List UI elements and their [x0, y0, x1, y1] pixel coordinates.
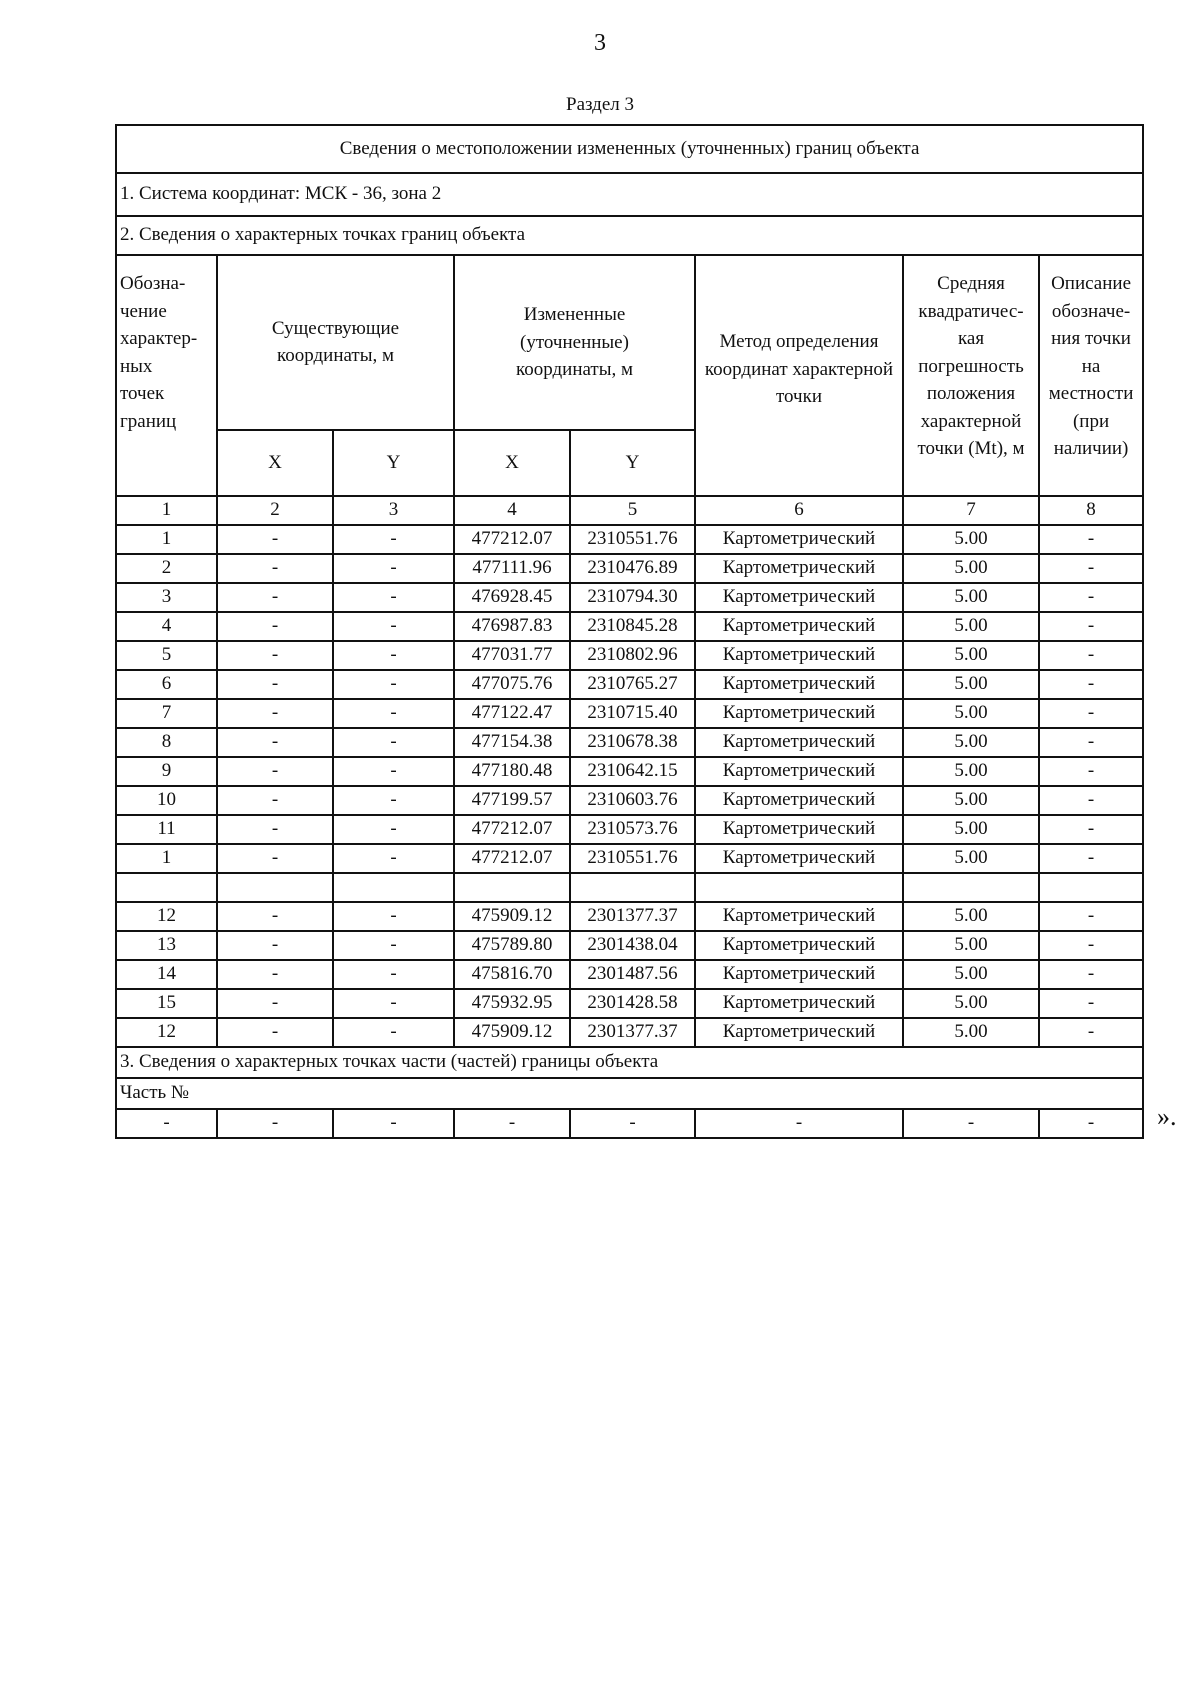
table-cell: Картометрический	[695, 699, 903, 728]
table-cell: 477212.07	[454, 815, 570, 844]
table-cell: 5	[116, 641, 217, 670]
table-cell: 477212.07	[454, 844, 570, 873]
table-row	[116, 1018, 1143, 1047]
table-cell: 5.00	[903, 960, 1039, 989]
table-cell: 5.00	[903, 699, 1039, 728]
table-row	[116, 612, 1143, 641]
table-cell: 476987.83	[454, 612, 570, 641]
table-cell: 14	[116, 960, 217, 989]
header-changed-y: Y	[570, 430, 695, 496]
table-cell: 2301377.37	[570, 902, 695, 931]
table-cell: Картометрический	[695, 1018, 903, 1047]
table-cell: -	[333, 931, 454, 960]
table-cell: Картометрический	[695, 815, 903, 844]
table-cell: -	[217, 815, 333, 844]
table-cell: 2310715.40	[570, 699, 695, 728]
table-cell: 5.00	[903, 641, 1039, 670]
table-cell: -	[217, 612, 333, 641]
table-cell	[454, 873, 570, 902]
table-cell: Картометрический	[695, 641, 903, 670]
header-method: Метод определения координат характерной точки	[695, 255, 903, 496]
table-cell: 475909.12	[454, 1018, 570, 1047]
table-cell: 2301487.56	[570, 960, 695, 989]
table-cell: -	[217, 844, 333, 873]
column-number: 3	[333, 496, 454, 525]
table-cell: -	[1039, 670, 1143, 699]
table-cell: 477122.47	[454, 699, 570, 728]
table-row	[116, 583, 1143, 612]
table-cell: -	[333, 612, 454, 641]
table-row	[116, 554, 1143, 583]
table-cell	[570, 873, 695, 902]
table-row	[116, 902, 1143, 931]
table-cell: -	[1039, 641, 1143, 670]
table-cell: 477075.76	[454, 670, 570, 699]
table-cell: 5.00	[903, 786, 1039, 815]
table-cell: 2310678.38	[570, 728, 695, 757]
table-cell: Картометрический	[695, 670, 903, 699]
table-cell: -	[1039, 902, 1143, 931]
table-cell: 475909.12	[454, 902, 570, 931]
table-cell: 2310765.27	[570, 670, 695, 699]
table-cell: -	[333, 757, 454, 786]
column-number: 5	[570, 496, 695, 525]
table-cell: -	[1039, 699, 1143, 728]
table-cell: -	[333, 641, 454, 670]
column-number: 6	[695, 496, 903, 525]
table-cell: 2310551.76	[570, 525, 695, 554]
table-cell: -	[217, 728, 333, 757]
table-cell: -	[333, 554, 454, 583]
table-cell: 477199.57	[454, 786, 570, 815]
table-row	[116, 525, 1143, 554]
parts-cell: -	[570, 1109, 695, 1138]
table-cell: -	[333, 786, 454, 815]
table-cell: 475816.70	[454, 960, 570, 989]
boundary-table	[115, 124, 1144, 1139]
table-cell: 477111.96	[454, 554, 570, 583]
parts-section-header: 3. Сведения о характерных точках части (частей) границы объекта	[116, 1047, 1143, 1078]
column-number: 1	[116, 496, 217, 525]
table-cell: -	[217, 1018, 333, 1047]
table-cell: 2301438.04	[570, 931, 695, 960]
table-title: Сведения о местоположении измененных (уточненных) границ объекта	[116, 125, 1143, 173]
table-cell: -	[217, 989, 333, 1018]
table-cell: Картометрический	[695, 554, 903, 583]
table-cell: -	[1039, 989, 1143, 1018]
table-cell: 5.00	[903, 670, 1039, 699]
table-row	[116, 844, 1143, 873]
points-section-header: 2. Сведения о характерных точках границ объекта	[116, 216, 1143, 255]
table-cell: 5.00	[903, 931, 1039, 960]
table-cell: 2310603.76	[570, 786, 695, 815]
table-cell: Картометрический	[695, 786, 903, 815]
table-cell: Картометрический	[695, 583, 903, 612]
table-cell: 5.00	[903, 815, 1039, 844]
table-cell: 2301428.58	[570, 989, 695, 1018]
table-cell: -	[217, 554, 333, 583]
table-cell: -	[1039, 786, 1143, 815]
table-cell: 477180.48	[454, 757, 570, 786]
table-cell: 2310476.89	[570, 554, 695, 583]
table-cell: 5.00	[903, 902, 1039, 931]
table-cell: Картометрический	[695, 757, 903, 786]
table-cell: -	[333, 1018, 454, 1047]
table-row	[116, 815, 1143, 844]
table-cell: Картометрический	[695, 612, 903, 641]
table-cell: -	[1039, 554, 1143, 583]
table-cell: 5.00	[903, 612, 1039, 641]
table-cell: -	[333, 525, 454, 554]
header-existing-x: X	[217, 430, 333, 496]
table-cell: -	[333, 902, 454, 931]
table-row	[116, 699, 1143, 728]
column-number-row	[116, 496, 1143, 525]
table-cell: 5.00	[903, 728, 1039, 757]
table-cell: -	[1039, 844, 1143, 873]
table-cell: -	[217, 641, 333, 670]
table-cell: Картометрический	[695, 525, 903, 554]
part-number-label: Часть №	[116, 1078, 1143, 1109]
table-cell: -	[333, 844, 454, 873]
table-row	[116, 960, 1143, 989]
table-cell: 2301377.37	[570, 1018, 695, 1047]
table-row	[116, 728, 1143, 757]
table-cell: 477154.38	[454, 728, 570, 757]
table-cell: -	[1039, 525, 1143, 554]
table-cell: -	[217, 931, 333, 960]
table-row	[116, 757, 1143, 786]
table-cell: Картометрический	[695, 960, 903, 989]
table-cell: 9	[116, 757, 217, 786]
header-error: Средняя квадратичес-кая погрешность положения характерной точки (Mt), м	[903, 255, 1039, 496]
parts-cell: -	[695, 1109, 903, 1138]
table-cell: -	[217, 583, 333, 612]
table-cell	[1039, 873, 1143, 902]
table-cell: -	[1039, 728, 1143, 757]
table-cell: 5.00	[903, 757, 1039, 786]
table-cell: 2310794.30	[570, 583, 695, 612]
table-cell: -	[1039, 815, 1143, 844]
header-description: Описание обозначе-ния точки на местности (при наличии)	[1039, 255, 1143, 496]
table-cell: 2310845.28	[570, 612, 695, 641]
table-cell	[217, 873, 333, 902]
table-cell: 12	[116, 902, 217, 931]
header-designation: Обозна- чение характер- ных точек границ	[116, 255, 217, 496]
table-cell	[333, 873, 454, 902]
table-cell: -	[333, 699, 454, 728]
table-cell: Картометрический	[695, 931, 903, 960]
table-cell: Картометрический	[695, 989, 903, 1018]
table-cell: 5.00	[903, 989, 1039, 1018]
header-changed-x: X	[454, 430, 570, 496]
table-cell: 477031.77	[454, 641, 570, 670]
table-cell: 1	[116, 525, 217, 554]
table-cell: 5.00	[903, 525, 1039, 554]
column-number: 4	[454, 496, 570, 525]
table-cell: 2	[116, 554, 217, 583]
table-cell: 2310551.76	[570, 844, 695, 873]
table-cell	[695, 873, 903, 902]
table-cell: -	[333, 989, 454, 1018]
header-existing-y: Y	[333, 430, 454, 496]
table-cell: -	[1039, 612, 1143, 641]
table-cell: 476928.45	[454, 583, 570, 612]
table-cell: 4	[116, 612, 217, 641]
table-cell: 10	[116, 786, 217, 815]
table-cell: 475789.80	[454, 931, 570, 960]
table-cell: -	[1039, 931, 1143, 960]
header-changed-coordinates: Измененные (уточненные) координаты, м	[454, 255, 695, 430]
table-cell: 5.00	[903, 1018, 1039, 1047]
parts-cell: -	[116, 1109, 217, 1138]
table-cell: -	[217, 786, 333, 815]
table-cell: 2310642.15	[570, 757, 695, 786]
table-cell: 12	[116, 1018, 217, 1047]
header-existing-coordinates: Существующие координаты, м	[217, 255, 454, 430]
table-cell: -	[217, 699, 333, 728]
parts-cell: -	[1039, 1109, 1143, 1138]
table-cell: Картометрический	[695, 844, 903, 873]
table-cell: 5.00	[903, 554, 1039, 583]
table-cell: -	[1039, 960, 1143, 989]
table-cell: Картометрический	[695, 902, 903, 931]
parts-row	[116, 1109, 1143, 1138]
table-cell: -	[333, 960, 454, 989]
table-cell: 6	[116, 670, 217, 699]
table-cell: -	[217, 757, 333, 786]
table-cell: 477212.07	[454, 525, 570, 554]
table-cell: 5.00	[903, 583, 1039, 612]
table-row	[116, 786, 1143, 815]
column-number: 7	[903, 496, 1039, 525]
table-row	[116, 989, 1143, 1018]
table-cell: 8	[116, 728, 217, 757]
table-row	[116, 931, 1143, 960]
section-label: Раздел 3	[566, 94, 634, 115]
table-cell: -	[1039, 583, 1143, 612]
page-number: 3	[594, 30, 606, 56]
table-cell: 5.00	[903, 844, 1039, 873]
table-cell: 2310573.76	[570, 815, 695, 844]
table-cell	[903, 873, 1039, 902]
table-cell: 3	[116, 583, 217, 612]
table-cell: -	[1039, 757, 1143, 786]
table-cell: -	[333, 815, 454, 844]
coordinate-system: 1. Система координат: МСК - 36, зона 2	[116, 173, 1143, 216]
table-cell: 7	[116, 699, 217, 728]
table-cell: -	[217, 902, 333, 931]
table-cell: -	[217, 525, 333, 554]
column-number: 8	[1039, 496, 1143, 525]
table-cell: -	[217, 960, 333, 989]
parts-cell: -	[333, 1109, 454, 1138]
table-cell: -	[217, 670, 333, 699]
parts-cell: -	[454, 1109, 570, 1138]
table-cell: 11	[116, 815, 217, 844]
table-cell: 2310802.96	[570, 641, 695, 670]
table-cell: -	[333, 670, 454, 699]
table-cell: 475932.95	[454, 989, 570, 1018]
table-row	[116, 641, 1143, 670]
parts-cell: -	[903, 1109, 1039, 1138]
table-cell: 1	[116, 844, 217, 873]
table-cell: 15	[116, 989, 217, 1018]
table-cell: -	[1039, 1018, 1143, 1047]
table-cell	[116, 873, 217, 902]
parts-cell: -	[217, 1109, 333, 1138]
column-number: 2	[217, 496, 333, 525]
table-cell: -	[333, 583, 454, 612]
table-cell: Картометрический	[695, 728, 903, 757]
closing-quote-mark: ».	[1157, 1102, 1177, 1131]
table-row	[116, 873, 1143, 902]
table-cell: 13	[116, 931, 217, 960]
table-cell: -	[333, 728, 454, 757]
table-row	[116, 670, 1143, 699]
